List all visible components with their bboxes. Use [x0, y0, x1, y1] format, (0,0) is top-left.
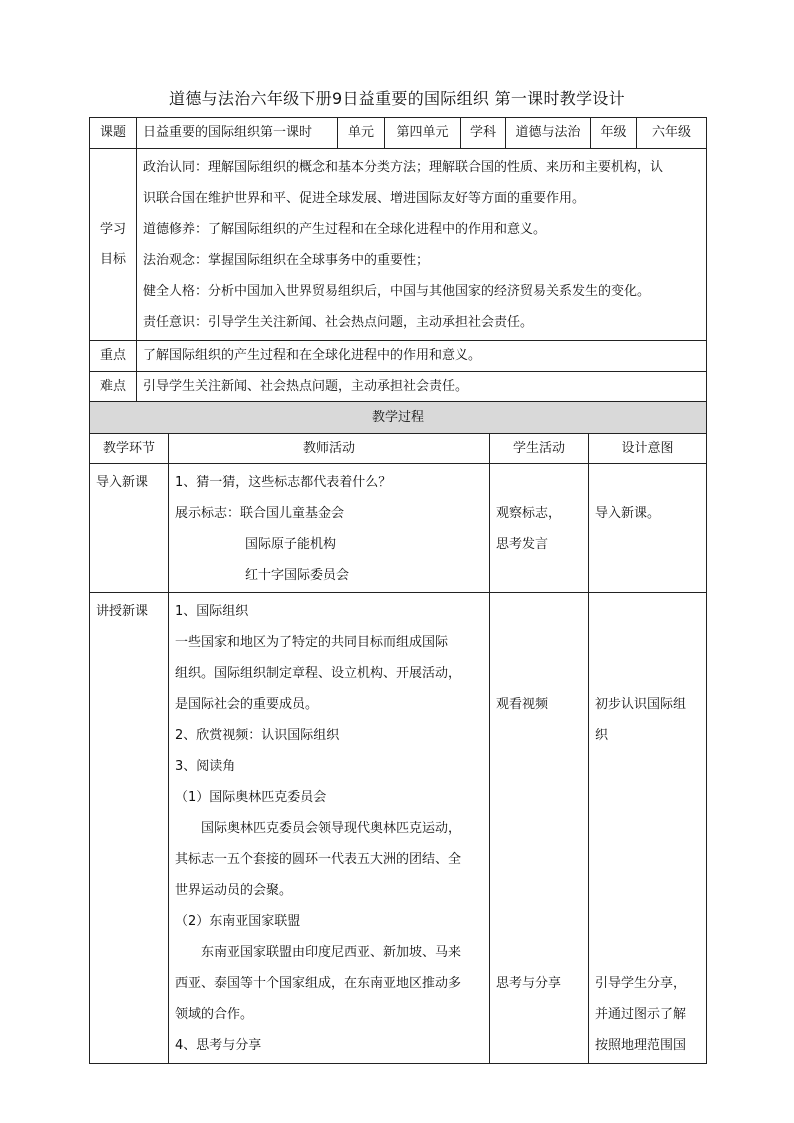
teacher-line: 世界运动员的会聚。 [175, 883, 293, 898]
key-point-label: 重点 [90, 341, 137, 372]
process-band: 教学过程 [90, 402, 707, 434]
teacher-line: 西亚、泰国等十个国家组成，在东南亚地区推动多 [175, 976, 462, 991]
process-table [89, 401, 707, 1064]
teacher-line: 3、阅读角 [175, 759, 236, 774]
key-point-row [90, 341, 707, 372]
teacher-line: 组织。国际组织制定章程、设立机构、开展活动， [175, 666, 462, 681]
teacher-line: 4、思考与分享 [175, 1038, 262, 1053]
student-line: 思考发言 [496, 537, 549, 552]
teacher-line: 一些国家和地区为了特定的共同目标而组成国际 [175, 635, 449, 650]
grade-value: 六年级 [637, 118, 707, 149]
subject-label: 学科 [461, 118, 506, 149]
teacher-line: （1）国际奥林匹克委员会 [175, 790, 327, 805]
intent-line: 初步认识国际组 [595, 697, 687, 712]
lecture-teacher [169, 593, 490, 1064]
intent-line: 按照地理范围国 [595, 1038, 687, 1053]
teacher-line: 领域的合作。 [175, 1007, 254, 1022]
subject-value: 道德与法治 [506, 118, 591, 149]
document-title: 道德与法治六年级下册9日益重要的国际组织 第一课时教学设计 [169, 89, 625, 108]
goals-label [90, 149, 137, 341]
goal-line: 法治观念：掌握国际组织在全球事务中的重要性； [143, 253, 430, 268]
lecture-intent [589, 593, 707, 1064]
key-point-value: 了解国际组织的产生过程和在全球化进程中的作用和意义。 [137, 341, 707, 372]
lecture-stage-text: 讲授新课 [96, 604, 149, 619]
header-stage: 教学环节 [90, 434, 169, 464]
student-line: 思考与分享 [496, 976, 562, 991]
header-intent: 设计意图 [589, 434, 707, 464]
header-student: 学生活动 [490, 434, 589, 464]
unit-label: 单元 [338, 118, 385, 149]
info-table [89, 117, 707, 403]
goals-label-line2: 目标 [99, 251, 126, 267]
difficulty-value: 引导学生关注新闻、社会热点问题，主动承担社会责任。 [137, 372, 707, 403]
intro-student [490, 464, 589, 593]
student-line: 观察标志， [496, 506, 562, 521]
info-row [90, 118, 707, 149]
header-teacher: 教师活动 [169, 434, 490, 464]
lecture-stage [90, 593, 169, 1064]
goals-row [90, 149, 707, 341]
teacher-line: 1、猜一猜，这些标志都代表着什么？ [175, 475, 392, 490]
intro-intent [589, 464, 707, 593]
intro-stage-text: 导入新课 [96, 475, 149, 490]
teacher-line: （2）东南亚国家联盟 [175, 914, 301, 929]
goal-line: 识联合国在维护世界和平、促进全球发展、增进国际友好等方面的重要作用。 [143, 191, 586, 206]
teacher-line: 红十字国际委员会 [245, 568, 350, 583]
teacher-line: 是国际社会的重要成员。 [175, 697, 319, 712]
unit-value: 第四单元 [385, 118, 461, 149]
intro-row [90, 464, 707, 593]
topic-value: 日益重要的国际组织第一课时 [137, 118, 338, 149]
difficulty-label: 难点 [90, 372, 137, 403]
intro-stage [90, 464, 169, 593]
topic-label: 课题 [90, 118, 137, 149]
teacher-line: 1、国际组织 [175, 604, 249, 619]
process-header-row [90, 434, 707, 464]
teacher-line: 展示标志：联合国儿童基金会 [175, 506, 345, 521]
goal-line: 责任意识：引导学生关注新闻、社会热点问题，主动承担社会责任。 [143, 315, 534, 330]
intent-line: 引导学生分享， [595, 976, 687, 991]
teacher-line: 东南亚国家联盟由印度尼西亚、新加坡、马来 [201, 945, 462, 960]
intent-line: 并通过图示了解 [595, 1007, 687, 1022]
teacher-line: 2、欣赏视频：认识国际组织 [175, 728, 340, 743]
goals-label-line1: 学习 [99, 221, 126, 237]
teacher-line: 其标志一五个套接的圆环一代表五大洲的团结、全 [175, 852, 462, 867]
intent-line: 导入新课。 [595, 506, 661, 521]
lecture-student [490, 593, 589, 1064]
teacher-line: 国际原子能机构 [245, 537, 337, 552]
goals-content [137, 149, 707, 341]
intro-teacher [169, 464, 490, 593]
student-line: 观看视频 [496, 697, 549, 712]
grade-label: 年级 [591, 118, 637, 149]
lecture-row [90, 593, 707, 1064]
goal-line: 政治认同：理解国际组织的概念和基本分类方法；理解联合国的性质、来历和主要机构，认 [143, 160, 664, 175]
difficulty-row [90, 372, 707, 403]
goal-line: 道德修养：了解国际组织的产生过程和在全球化进程中的作用和意义。 [143, 222, 547, 237]
process-band-row [90, 402, 707, 434]
intent-line: 织 [595, 728, 609, 743]
goal-line: 健全人格：分析中国加入世界贸易组织后，中国与其他国家的经济贸易关系发生的变化。 [143, 284, 651, 299]
teacher-line: 国际奥林匹克委员会领导现代奥林匹克运动， [201, 821, 462, 836]
